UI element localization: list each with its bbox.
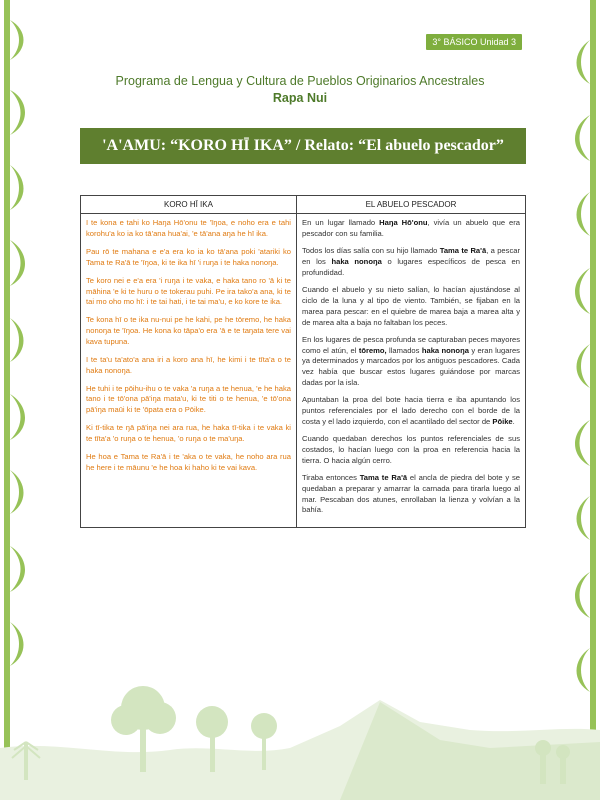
island-landscape-illustration: [0, 630, 600, 800]
spanish-paragraph: [302, 473, 520, 516]
rapa-paragraph: Pau rō te mahana e e'a era ko ia ko tā'ana poki 'atariki ko Tama te Ra'ā te 'īŋoa, ki te ika hī 'i ruŋa i te haka nonoŋa.: [86, 247, 291, 267]
spanish-paragraph: [302, 335, 520, 389]
col-header-rapa-nui: KORO HĪ IKA: [81, 196, 297, 214]
highlighted-term: Tama te Ra'ā: [359, 472, 408, 482]
story-title-banner: 'A'AMU: “KORO HĪ IKA” / Relato: “El abuelo pescador”: [80, 128, 526, 164]
left-tribal-border-icon: [0, 0, 34, 800]
program-title: Programa de Lengua y Cultura de Pueblos Originarios Ancestrales: [115, 74, 485, 88]
paragraph-text: el ancla de piedra del bote y se quedaban a preparar y amarrar la carnada para tirarla luego al mar. Pescaban dos atunes, enrollaban la lienza y volvían a la bahía.: [302, 472, 520, 515]
col-header-spanish: EL ABUELO PESCADOR: [297, 196, 526, 214]
highlighted-term: haka nonoŋa: [331, 257, 382, 267]
rapa-paragraph: Ki tī-tika te ŋā pā'iŋa nei ara rua, he haka tī-tika i te vaka ki te tīta'a 'o ruŋa o te henua, 'o ruŋa o te ma'uŋa.: [86, 423, 291, 443]
rapa-paragraph: I te ta'u ta'ato'a ana iri a koro ana hī, he kimi i te tīta'a o te haka nonoŋa.: [86, 354, 291, 375]
spanish-paragraph: [302, 218, 520, 240]
spanish-text-cell: [297, 214, 526, 527]
table-row: [81, 214, 526, 527]
spanish-paragraph: [302, 246, 520, 278]
bilingual-story-table: [80, 195, 526, 528]
paragraph-text: llamados: [386, 345, 422, 355]
paragraph-text: Cuando quedaban derechos los puntos referenciales de sus costados, lo hacían luego con la proa en referencia hacia la tierra. O hacia algún cerro.: [302, 434, 520, 465]
paragraph-text: Todos los días salía con su hijo llamado: [302, 246, 440, 256]
paragraph-text: Apuntaban la proa del bote hacia tierra e iba apuntando los puntos referenciales por el lado derecho con el borde de la costa y el lado izquierdo, con el acantilado del sector de: [302, 395, 520, 426]
right-tribal-border-icon: [566, 0, 600, 800]
paragraph-text: .: [512, 416, 515, 426]
spanish-paragraph: [302, 285, 520, 328]
highlighted-term: Tama te Ra'ā: [439, 246, 487, 256]
rapa-paragraph: Te kona hī o te ika nu-nui pe he kahi, pe he tōremo, he haka nonoŋa te 'īŋoa. He kona ko tāpa'o era 'ā e te taŋata tere vai kava tupuna.: [86, 315, 291, 346]
rapa-paragraph: He tuhi i te pōihu-ihu o te vaka 'a ruŋa a te henua, 'e he haka tano i te tō'ona pā'iŋa mata'u, ki te titi o te henua, 'e tō'ona pā'iŋa maūi ki te 'ōpata era o Pōike.: [86, 383, 291, 415]
paragraph-text: o lugares específicos de pesca en profundidad.: [302, 257, 520, 277]
paragraph-text: Tiraba entonces: [302, 472, 360, 482]
grade-unit-badge: 3° BÁSICO Unidad 3: [426, 34, 522, 50]
paragraph-text: , a pescar en los: [302, 246, 520, 267]
highlighted-term: Haŋa Hō'onu: [379, 218, 428, 228]
highlighted-term: tōremo,: [358, 345, 387, 355]
spanish-paragraph: [302, 395, 520, 427]
table-header-row: [81, 196, 526, 214]
rapa-paragraph: He hoa e Tama te Ra'ā i te 'aka o te vaka, he noho ara rua he here i te māunu 'e he hoa ki haho ki te vai kava.: [86, 451, 291, 472]
rapa-nui-text-cell: [81, 214, 297, 527]
paragraph-text: y eran lugares ya determinados y marcados por los antiguos pescadores. Cada vez había que buscar estos lugares guiándose por marcas dadas por la isla.: [302, 345, 520, 388]
highlighted-term: Pōike: [492, 416, 513, 426]
paragraph-text: Cuando el abuelo y su nieto salían, lo hacían ajustándose al ciclo de la luna y al tipo de viento. También, se fijaban en la marea para pescar: en el quiebre de marea baja a marea alta y de marea alta a baja no faltaban los peces.: [302, 285, 520, 327]
program-subtitle: Rapa Nui: [272, 91, 328, 105]
rapa-paragraph: Te koro nei e e'a era 'i ruŋa i te vaka, e haka tano ro 'ā ki te māhina 'e ki te huru o te tokerau puhi. Pe ira tako'a ana, ki te tai mo oho mo hī: i te tai hati, i te tai ma'u, e ko kore te ika.: [86, 275, 291, 307]
spanish-paragraph: [302, 434, 520, 466]
rapa-paragraph: I te kona e tahi ko Haŋa Hō'onu te 'īŋoa, e noho era e tahi korohu'a ko ia ko tā'ana hua'ai, 'e tā'ana aŋa he hī ika.: [86, 218, 291, 239]
highlighted-term: haka nonoŋa: [421, 345, 469, 355]
paragraph-text: En los lugares de pesca profunda se capturaban peces mayores como el atún, el: [302, 334, 520, 355]
paragraph-text: En un lugar llamado: [302, 218, 380, 228]
paragraph-text: , vivía un abuelo que era pescador con su familia.: [302, 218, 520, 239]
